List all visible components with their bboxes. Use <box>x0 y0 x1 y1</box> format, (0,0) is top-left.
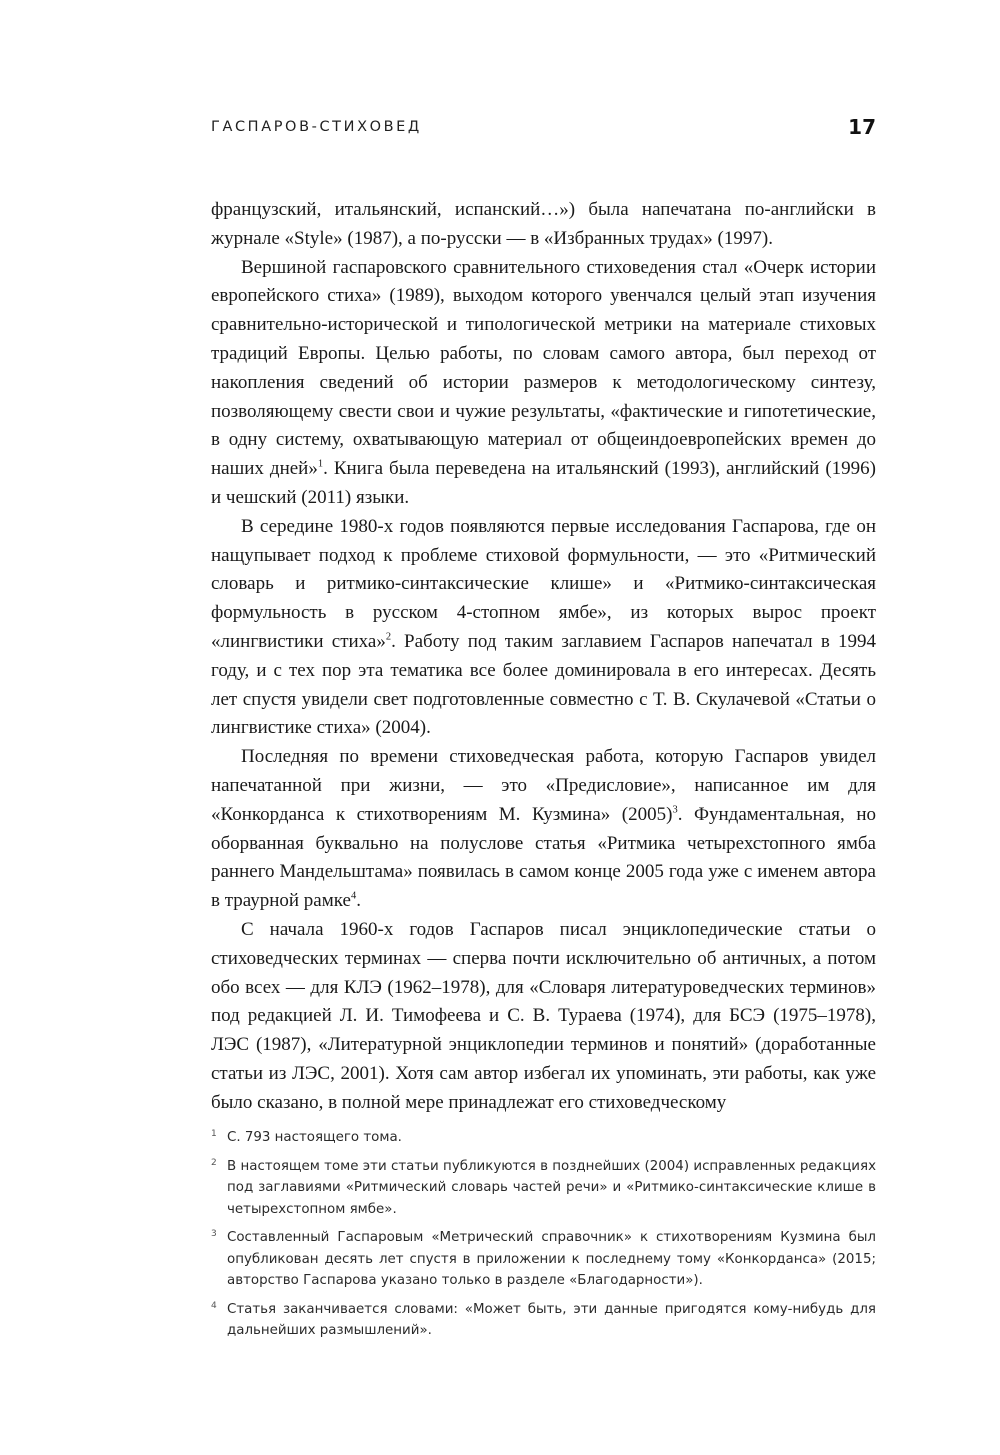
paragraph-3-text-a: В середине 1980-х годов появляются первые исследования Гаспарова, где он нащупывает подход к проблеме стиховой формульности, — это «Ритмический словарь и ритмико-синтаксические клише» и «Ритмико-синтаксическая формульность в русском 4-стопном ямбе», из которых вырос проект «лингвистики стиха» <box>211 515 876 652</box>
paragraph-5: С начала 1960-х годов Гаспаров писал энциклопедические статьи о стиховедческих терминах — сперва почти исключительно об античных, а потом обо всех — для КЛЭ (1962–1978), для «Словаря литературоведческих терминов» под редакцией Л. И. Тимофеева и С. В. Тураева (1974), для БСЭ (1975–1978), ЛЭС (1987), «Литературной энциклопедии терминов и понятий» (доработанные статьи из ЛЭС, 2001). Хотя сам автор избегал их упоминать, эти работы, как уже было сказано, в полной мере принадлежат его стиховедческому <box>211 918 876 1113</box>
paragraph-1: французский, итальянский, испанский…») была напечатана по-английски в журнале «Style» (1987), а по-русски — в «Избранных трудах» (1997). <box>211 199 876 249</box>
page-number: 17 <box>848 115 876 139</box>
footnote-ref-3[interactable]: 3 <box>672 804 678 816</box>
footnote-mark: 3 <box>211 1229 217 1239</box>
footnote-text: В настоящем томе эти статьи публикуются в позднейших (2004) исправленных редакциях под заглавиями «Ритмический словарь частей речи» и «Ритмико-синтаксические клише в четырехстопном ямбе». <box>227 1158 876 1217</box>
footnote-mark: 1 <box>211 1129 217 1139</box>
paragraph-2 <box>211 254 876 513</box>
paragraph-4-text-a: Последняя по времени стиховедческая работа, которую Гаспаров увидел напечатанной при жизни, — это «Предисловие», написанное им для «Конкорданса к стихотворениям М. Кузмина» (2005) <box>211 746 876 825</box>
footnote <box>211 1156 876 1221</box>
paragraph-4-text-c: . <box>356 890 361 912</box>
footnote <box>211 1127 876 1149</box>
paragraph-3-text-b: . Работу под таким заглавием Гаспаров напечатал в 1994 году, и с тех пор эта тематика все более доминировала в его интересах. Десять лет спустя увидели свет подготовленные совместно с Т. В. Скулачевой «Статьи о лингвистике стиха» (2004). <box>211 630 877 739</box>
footnote-text: С. 793 настоящего тома. <box>227 1130 402 1145</box>
footnote-ref-4[interactable]: 4 <box>350 890 357 902</box>
main-text <box>211 196 876 1118</box>
footnote-mark: 4 <box>211 1300 217 1311</box>
footnote-ref-2[interactable]: 2 <box>385 631 392 643</box>
paragraph-3 <box>211 513 876 743</box>
paragraph-4-text-b: . Фундаментальная, но оборванная буквально на полуслове статья «Ритмика четырехстопного ямба раннего Мандельштама» появилась в самом конце 2005 года уже с именем автора в траурной рамке <box>211 803 876 912</box>
footnote-text: Составленный Гаспаровым «Метрический справочник» к стихотворениям Кузмина был опубликован десять лет спустя в приложении к последнему тому «Конкорданса» (2015; авторство Гаспарова указано только в разделе «Благодарности»). <box>227 1230 876 1288</box>
footnotes <box>211 1127 876 1349</box>
footnote <box>211 1227 876 1292</box>
footnote-mark: 2 <box>211 1157 217 1168</box>
footnote-text: Статья заканчивается словами: «Может быть, эти данные пригодятся кому-нибудь для дальнейших размышлений». <box>227 1301 876 1338</box>
paragraph-2-text-a: Вершиной гаспаровского сравнительного стиховедения стал «Очерк истории европейского стиха» (1989), выходом которого увенчался целый этап изучения сравнительно-исторической и типологической метрики на материале стиховых традиций Европы. Целью работы, по словам самого автора, был переход от накопления сведений об истории размеров к методологическому синтезу, позволяющему свести свои и чужие результаты, «фактические и гипотетические, в одну систему, охватывающую материал от общеиндоевропейских времен до наших дней» <box>211 256 876 480</box>
paragraph-4 <box>211 743 876 916</box>
running-title: ГАСПАРОВ-СТИХОВЕД <box>211 119 422 135</box>
footnote-ref-1[interactable]: 1 <box>317 458 324 470</box>
footnote <box>211 1299 876 1342</box>
paragraph-2-text-b: . Книга была переведена на итальянский (1993), английский (1996) и чешский (2011) языки. <box>211 458 876 508</box>
